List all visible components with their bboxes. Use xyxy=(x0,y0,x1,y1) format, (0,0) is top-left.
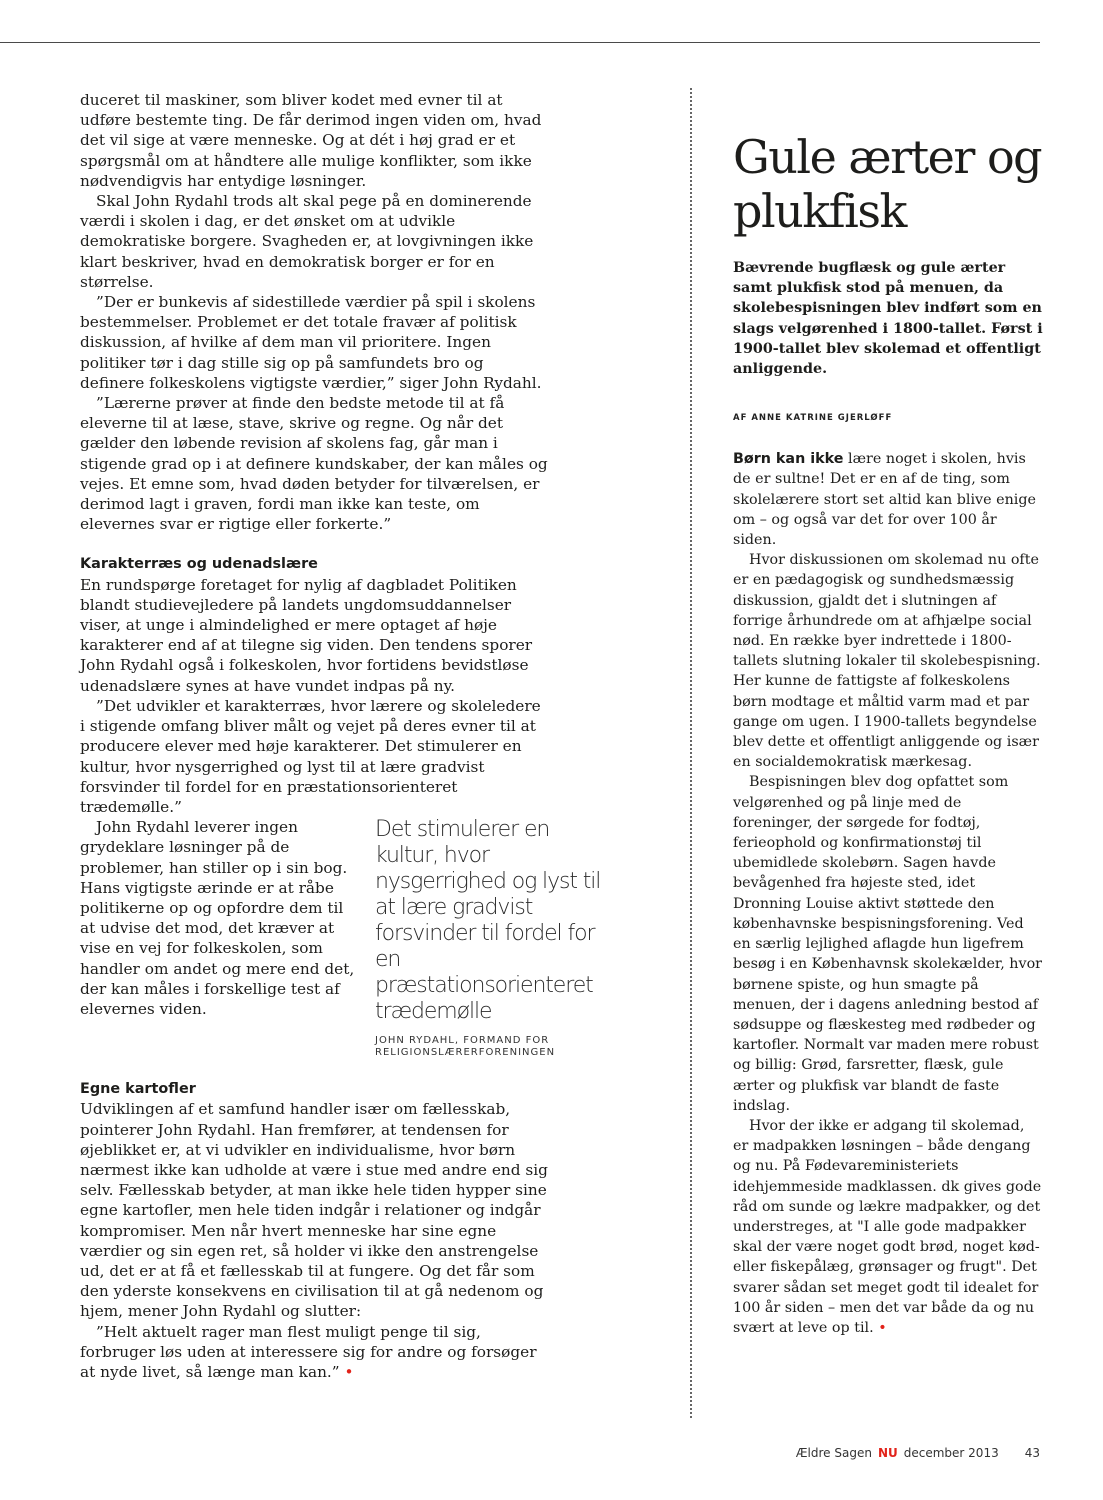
paragraph-with-pull-quote xyxy=(80,817,601,1059)
magazine-nu-logo: NU xyxy=(877,1446,898,1460)
main-paragraph: Udviklingen af et samfund handler især om fællesskab, pointerer John Rydahl. Han fremfører, at tendensen for øjeblikket er, at vi udvikler en individualisme, hvor børn nærmest ikke kan udholde at være i stue med andre end sig selv. Fællesskab betyder, at man ikke hele tiden hypper sine egne kartofler, men hele tiden indgår i relationer og indgår kompromiser. Men når hvert menneske har sine egne værdier og sin egen ret, så holder vi ikke den anstrengelse ud, det er at få et fællesskab til at fungere. Og det får som den yderste konsekvens en civilisation til at gå nedenom og hjem, mener John Rydahl og slutter: xyxy=(80,1100,548,1321)
main-paragraph: ”Det udvikler et karakterræs, hvor lærere og skoleledere i stigende omfang bliver målt og vejet på deres evner til at producere elever med høje karakterer. Det stimulerer en kultur, hvor nysgerrighed og lyst til at lære gradvist forsvinder til fordel for en præstationsorienteret trædemølle.” xyxy=(80,696,541,816)
end-mark-icon: • xyxy=(344,1362,354,1381)
sidebar-paragraph-last xyxy=(733,1116,1043,1338)
main-paragraph: Skal John Rydahl trods alt skal pege på en dominerende værdi i skolen i dag, er det ønsket om at udvikle demokratiske borgere. Svagheden er, at lovgivningen ikke klart beskriver, hvad en demokratisk borger er for en størrelse. xyxy=(80,192,534,291)
main-paragraph: duceret til maskiner, som bliver kodet med evner til at udføre bestemte ting. De får derimod ingen viden om, hvad det vil sige at være menneske. Og at dét i høj grad er et spørgsmål om at håndtere alle mulige konflikter, som ikke nødvendigvis har entydige løsninger. xyxy=(80,91,542,190)
subheading-egne-kartofler: Egne kartofler xyxy=(80,1081,196,1098)
sidebar-paragraph: Hvor diskussionen om skolemad nu ofte er en pædagogisk og sundhedsmæssig diskussion, gjaldt det i slutningen af forrige århundrede om at afhjælpe social nød. En række byer indrettede i 1800-tallets slutning lokaler til skolebespisning. Her kunne de fattigste af folkeskolens børn modtage et måltid varm mad et par gange om ugen. I 1900-tallets begyndelse blev dette et offentligt anliggende og især en socialdemokratisk mærkesag. xyxy=(733,552,1041,771)
sidebar-article xyxy=(733,130,1043,1338)
pull-quote-credit: JOHN RYDAHL, FORMAND FOR RELIGIONSLÆRERFORENINGEN xyxy=(375,1035,556,1059)
sidebar-body xyxy=(733,449,1043,1338)
sidebar-lead-in: Børn kan ikke xyxy=(733,451,844,468)
top-rule xyxy=(0,42,1040,43)
column-divider xyxy=(690,88,692,1418)
main-article-column xyxy=(80,90,601,1382)
sidebar-paragraph xyxy=(733,449,1043,550)
main-paragraph: ”Lærerne prøver at finde den bedste metode til at få eleverne til at læse, stave, skrive og regne. Og når det gælder den løbende revision af skolens fag, går man i stigende grad op i at definere kundskaber, der kan måles og vejes. Et emne som, hvad døden betyder for tilværelsen, er derimod lagt i graven, fordi man ikke kan teste, om elevernes svar er rigtige eller forkerte.” xyxy=(80,394,548,534)
issue-date: december 2013 xyxy=(903,1446,999,1460)
sidebar-paragraph: Bespisningen blev dog opfattet som velgørenhed og på linje med de foreninger, der sørgede for fodtøj, ferieophold og konfirmationstøj til ubemidlede skolebørn. Sagen havde bevågenhed fra højeste sted, idet Dronning Louise aktivt støttede den københavnske bespisningsforening. Ved en særlig lejlighed aflagde hun ligefrem besøg i en Københavnsk skolekælder, hvor børnene spiste, og hun smagte på menuen, der i dagens anledning bestod af sødsuppe og flæskesteg med rødbeder og kartofler. Normalt var maden mere robust og billig: Grød, farsretter, flæsk, gule ærter og plukfisk var blandt de faste indslag. xyxy=(733,774,1043,1114)
main-paragraph: En rundspørge foretaget for nylig af dagbladet Politiken blandt studievejledere på landets ungdomsuddannelser viser, at unge i almindelighed er mere optaget af høje karakterer end af at tilegne sig viden. Den tendens sporer John Rydahl også i folkeskolen, hvor fortidens bevidstløse udenadslære synes at have vundet indpas på ny. xyxy=(80,575,533,695)
end-mark-icon: • xyxy=(878,1319,887,1336)
main-paragraph-last xyxy=(80,1322,550,1383)
page-footer xyxy=(796,1446,1040,1460)
sidebar-byline: AF ANNE KATRINE GJERLØFF xyxy=(733,413,893,424)
pull-quote: Det stimulerer en kultur, hvor nysgerrighed og lyst til at lære gradvist forsvinder til fordel for en præstationsorienteret trædemølle xyxy=(375,817,601,1025)
main-paragraph: John Rydahl leverer ingen grydeklare løsninger på de problemer, han stiller op i sin bog. Hans vigtigste ærinde er at råbe politikerne op og opfordre dem til at udvise det mod, det kræver at vise en vej for folkeskolen, som handler om andet og mere end det, der kan måles i forskellige test af elevernes viden. xyxy=(80,818,355,1018)
sidebar-paragraph-text: lære noget i skolen, hvis de er sultne! Det er en af de ting, som skolelærere stort set altid kan blive enige om – og også var det for over 100 år siden. xyxy=(733,451,1036,549)
sidebar-headline: Gule ærter og plukfisk xyxy=(733,130,1042,238)
sidebar-lead: Bævrende bugflæsk og gule ærter samt plukfisk stod på menuen, da skolebespisningen blev indført som en slags velgørenhed i 1800-tallet. Først i 1900-tallet blev skolemad et offentligt anliggende. xyxy=(733,260,1043,378)
subheading-karakterraes: Karakterræs og udenadslære xyxy=(80,556,318,573)
main-paragraph: ”Der er bunkevis af sidestillede værdier på spil i skolens bestemmelser. Problemet er det totale fravær af politisk diskussion, af hvilke af dem man vil prioritere. Ingen politiker tør i dag stille sig op på samfundets bro og definere folkeskolens vigtigste værdier,” siger John Rydahl. xyxy=(80,293,542,392)
magazine-name: Ældre Sagen xyxy=(795,1446,872,1460)
main-paragraph-text: ”Helt aktuelt rager man flest muligt penge til sig, forbruger løs uden at interessere sig for andre og forsøger at nyde livet, så længe man kan.” xyxy=(80,1322,537,1381)
sidebar-paragraph-text: Hvor der ikke er adgang til skolemad, er madpakken løsningen – både dengang og nu. På Fødevareministeriets idehjemmeside madklassen. dk gives gode råd om sunde og lækre madpakker, og det understreges, at "I alle gode madpakker skal der være noget godt brød, noget kød- eller fiskepålæg, grønsager og frugt". Det svarer sådan set meget godt til idealet for 100 år siden – men det var både da og nu svært at leve op til. xyxy=(733,1117,1042,1336)
page-number: 43 xyxy=(1024,1446,1040,1460)
pull-quote-block xyxy=(375,817,615,1059)
